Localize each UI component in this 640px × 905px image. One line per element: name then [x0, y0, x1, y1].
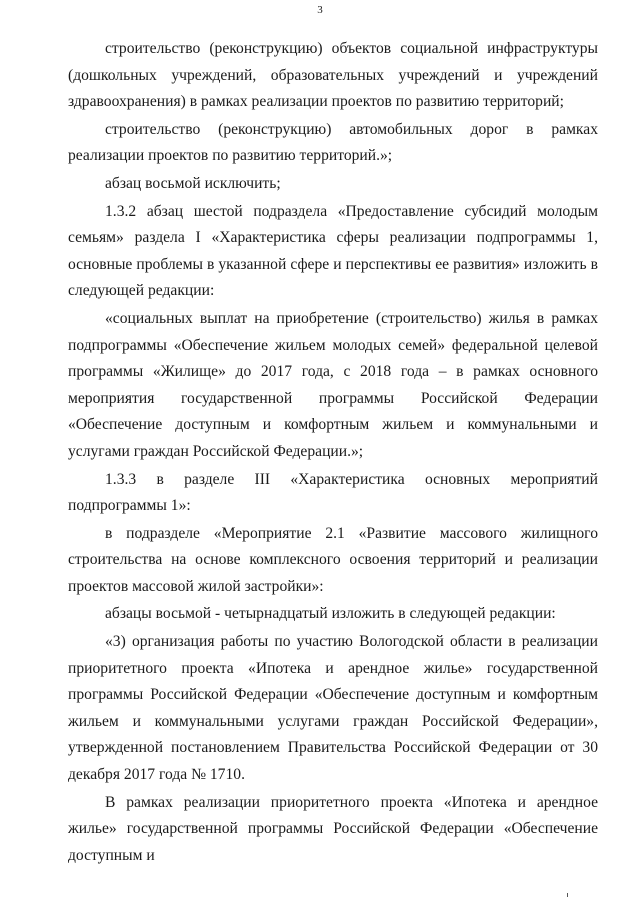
scan-mark — [567, 893, 568, 897]
paragraph-3: абзац восьмой исключить; — [105, 174, 281, 192]
paragraph-1: строительство (реконструкцию) объектов социальной инфраструктуры (дошкольных учреждений, образовательных учреждений и учреждений здравоохранения) в рамках реализации проектов по развитию территорий; — [68, 40, 598, 111]
paragraph-9: «3) организация работы по участию Вологодской области в реализации приоритетного проекта «Ипотека и арендное жилье» государственной программы Российской Федерации «Обеспечение доступным и комфортным жильем и коммунальными услугами граждан Российской Федерации», утвержденной постановлением Правительства Российской Федерации от 30 декабря 2017 года № 1710. — [68, 633, 598, 784]
paragraph-2: строительство (реконструкцию) автомобильных дорог в рамках реализации проектов по развитию территорий.»; — [68, 120, 598, 165]
page-number: 3 — [317, 4, 323, 16]
paragraph-8: абзацы восьмой - четырнадцатый изложить в следующей редакции: — [105, 605, 556, 623]
paragraph-4: 1.3.2 абзац шестой подраздела «Предоставление субсидий молодым семьям» раздела I «Характеристика сферы реализации подпрограммы 1, основные проблемы в указанной сфере и перспективы ее развития» изложить в следующей редакции: — [68, 202, 598, 300]
paragraph-5: «социальных выплат на приобретение (строительство) жилья в рамках подпрограммы «Обеспечение жильем молодых семей» федеральной целевой программы «Жилище» до 2017 года, с 2018 года – в рамках основного мероприятия государственной программы Российской Федерации «Обеспечение доступным и комфортным жильем и коммунальными и услугами граждан Российской Федерации.»; — [68, 309, 598, 460]
paragraph-10: В рамках реализации приоритетного проекта «Ипотека и арендное жилье» государственной программы Российской Федерации «Обеспечение доступным и — [68, 793, 598, 864]
paragraph-7: в подразделе «Мероприятие 2.1 «Развитие массового жилищного строительства на основе комплексного освоения территорий и реализации проектов массовой жилой застройки»: — [68, 524, 598, 595]
document-body — [68, 36, 598, 869]
paragraph-6: 1.3.3 в разделе III «Характеристика основных мероприятий подпрограммы 1»: — [68, 470, 598, 515]
